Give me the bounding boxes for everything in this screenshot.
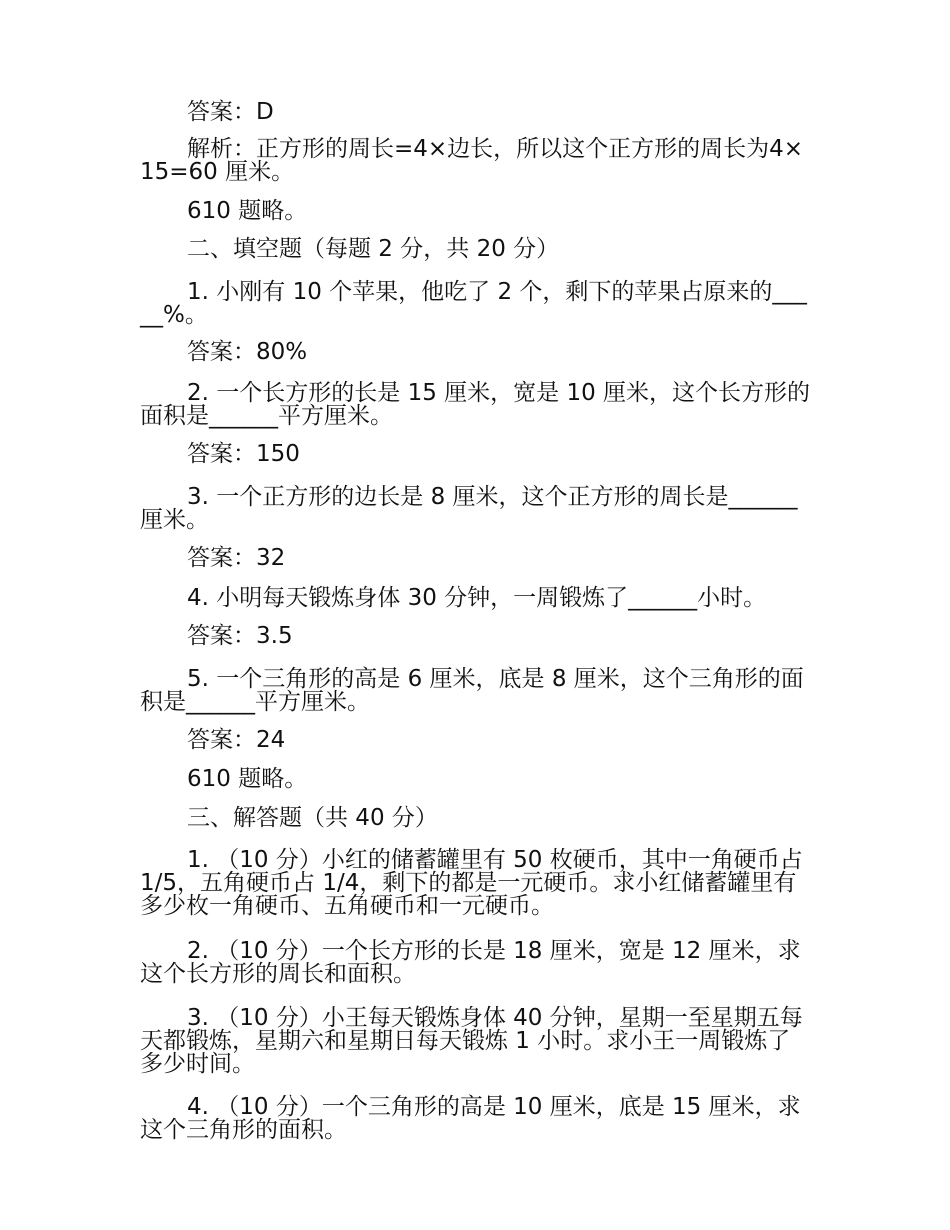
section-heading-fill-blank: 二、填空题（每题 2 分，共 20 分） — [187, 236, 560, 262]
question-solve-3: 3. （10 分）小王每天锻炼身体 40 分钟，星期一至星期五每天都锻炼，星期六和星期日每天锻炼 1 小时。求小王一周锻炼了多少时间。 — [140, 1005, 803, 1077]
question-solve-4: 4. （10 分）一个三角形的高是 10 厘米，底是 15 厘米，求这个三角形的面积。 — [140, 1094, 801, 1143]
question-fill-2: 2. 一个长方形的长是 15 厘米，宽是 10 厘米，这个长方形的面积是______平方厘米。 — [140, 380, 811, 429]
question-fill-4: 4. 小明每天锻炼身体 30 分钟，一周锻炼了______小时。 — [187, 585, 767, 611]
question-fill-5: 5. 一个三角形的高是 6 厘米，底是 8 厘米，这个三角形的面积是______平方厘米。 — [140, 666, 804, 715]
answer-line: 答案：3.5 — [187, 623, 293, 649]
question-fill-1: 1. 小刚有 10 个苹果，他吃了 2 个，剩下的苹果占原来的_____%。 — [140, 279, 807, 328]
answer-line: 答案：32 — [187, 545, 286, 571]
question-solve-1: 1. （10 分）小红的储蓄罐里有 50 枚硬币，其中一角硬币占 1/5，五角硬币占 1/4，剩下的都是一元硬币。求小红储蓄罐里有多少枚一角硬币、五角硬币和一元硬币。 — [140, 847, 803, 919]
document-body — [140, 101, 812, 1142]
answer-line: 答案：D — [187, 99, 274, 125]
omitted-note: 610 题略。 — [187, 766, 308, 792]
explanation-line: 解析：正方形的周长=4×边长，所以这个正方形的周长为4×15=60 厘米。 — [140, 136, 804, 185]
answer-line: 答案：80% — [187, 339, 308, 365]
answer-line: 答案：150 — [187, 441, 300, 467]
omitted-note: 610 题略。 — [187, 198, 308, 224]
answer-line: 答案：24 — [187, 727, 286, 753]
section-heading-solve: 三、解答题（共 40 分） — [187, 805, 438, 831]
question-fill-3: 3. 一个正方形的边长是 8 厘米，这个正方形的周长是______厘米。 — [140, 484, 798, 533]
question-solve-2: 2. （10 分）一个长方形的长是 18 厘米，宽是 12 厘米，求这个长方形的周长和面积。 — [140, 938, 801, 987]
